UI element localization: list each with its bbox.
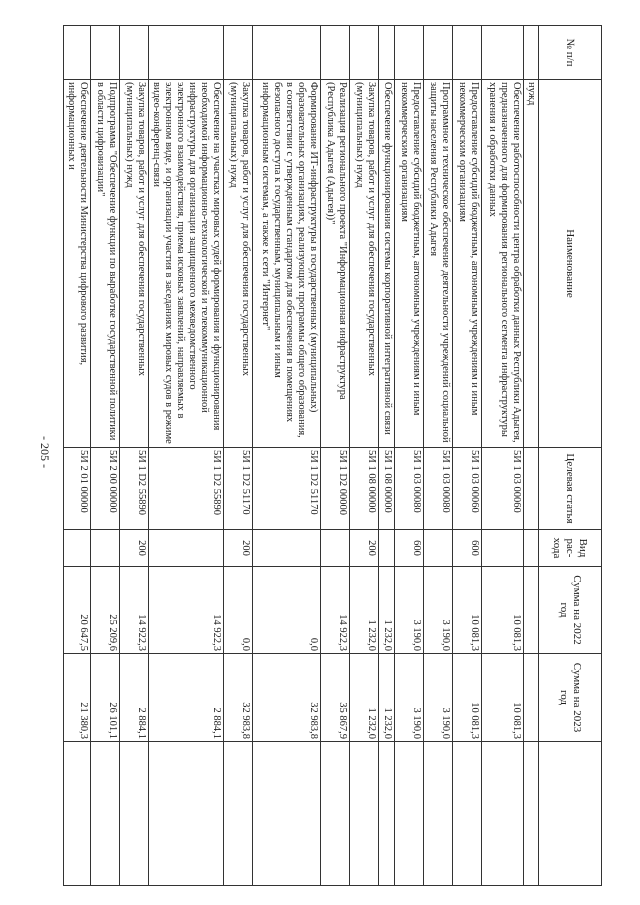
table-row bbox=[524, 26, 539, 886]
cell-empty bbox=[379, 742, 395, 886]
cell-article: 5И 2 01 00000 bbox=[64, 448, 91, 530]
budget-table bbox=[63, 25, 602, 886]
cell-num bbox=[91, 26, 120, 80]
cell-sum-2022: 0,0 bbox=[224, 567, 253, 654]
cell-type bbox=[321, 530, 350, 567]
page-number: - 205 - bbox=[38, 436, 52, 468]
cell-article: 5И 1 03 00080 bbox=[395, 448, 424, 530]
cell-name: Предоставление субсидий бюджетным, автономным учреждениям и иным некоммерческим организациям bbox=[453, 80, 482, 448]
cell-num bbox=[253, 26, 321, 80]
cell-name: Закупка товаров, работ и услуг для обеспечения государственных (муниципальных) нужд bbox=[224, 80, 253, 448]
cell-empty bbox=[453, 742, 482, 886]
cell-sum-2022: 14 922,3 bbox=[149, 567, 224, 654]
table-row bbox=[395, 26, 424, 886]
cell-article: 5И 1 03 00060 bbox=[453, 448, 482, 530]
cell-sum-2023: 10 081,3 bbox=[453, 654, 482, 742]
cell-sum-2022: 25 209,6 bbox=[91, 567, 120, 654]
cell-sum-2023: 21 380,3 bbox=[64, 654, 91, 742]
cell-num bbox=[524, 26, 539, 80]
cell-num bbox=[482, 26, 524, 80]
cell-sum-2023 bbox=[524, 654, 539, 742]
table-row bbox=[482, 26, 524, 886]
cell-sum-2023: 1 232,0 bbox=[379, 654, 395, 742]
table-row bbox=[424, 26, 453, 886]
cell-name: Предоставление субсидий бюджетным, автономным учреждениям и иным некоммерческим организациям bbox=[395, 80, 424, 448]
header-num: № п/п bbox=[539, 26, 602, 80]
cell-num bbox=[149, 26, 224, 80]
cell-type: 200 bbox=[350, 530, 379, 567]
cell-article: 5И 1 D2 51170 bbox=[253, 448, 321, 530]
rotated-table-wrapper bbox=[66, 25, 602, 885]
cell-empty bbox=[224, 742, 253, 886]
cell-type bbox=[424, 530, 453, 567]
header-type: Вид рас-хода bbox=[539, 530, 602, 567]
cell-sum-2022: 1 232,0 bbox=[379, 567, 395, 654]
cell-name: Обеспечение на участках мировых судей формирования и функционирования необходимой информационно-технологической и телекоммуникационной инфраструктуры для организации защищенного межведомственного электронного взаимодействия, приема исковых заявлений, направляемых в электронном виде, и организации участия в заседаниях мировых судов в режиме видео-конференц-связи bbox=[149, 80, 224, 448]
table-sheet bbox=[66, 25, 602, 885]
cell-type: 200 bbox=[224, 530, 253, 567]
cell-name: Обеспечение функционирования системы корпоративной интегративной связи bbox=[379, 80, 395, 448]
cell-empty bbox=[149, 742, 224, 886]
cell-article: 5И 1 08 00000 bbox=[350, 448, 379, 530]
cell-name: Подпрограмма "Обеспечение функции по выработке государственной политики в области цифровизации" bbox=[91, 80, 120, 448]
cell-num bbox=[424, 26, 453, 80]
cell-empty bbox=[395, 742, 424, 886]
cell-type bbox=[64, 530, 91, 567]
cell-num bbox=[120, 26, 149, 80]
cell-article: 5И 1 D2 51170 bbox=[224, 448, 253, 530]
table-row bbox=[253, 26, 321, 886]
cell-sum-2022 bbox=[524, 567, 539, 654]
cell-sum-2022: 3 190,0 bbox=[395, 567, 424, 654]
cell-article: 5И 1 03 00080 bbox=[424, 448, 453, 530]
cell-sum-2022: 10 081,3 bbox=[482, 567, 524, 654]
cell-sum-2023: 10 081,3 bbox=[482, 654, 524, 742]
cell-sum-2023: 2 884,1 bbox=[149, 654, 224, 742]
table-row bbox=[321, 26, 350, 886]
table-row bbox=[64, 26, 91, 886]
cell-empty bbox=[524, 742, 539, 886]
header-sum-2023: Сумма на 2023 год bbox=[539, 654, 602, 742]
cell-type bbox=[253, 530, 321, 567]
cell-type: 200 bbox=[120, 530, 149, 567]
cell-type bbox=[91, 530, 120, 567]
cell-sum-2022: 14 922,3 bbox=[321, 567, 350, 654]
cell-name: Обеспечение деятельности Министерства цифрового развития, информационных и bbox=[64, 80, 91, 448]
cell-sum-2022: 3 190,0 bbox=[424, 567, 453, 654]
header-sum-2022: Сумма на 2022 год bbox=[539, 567, 602, 654]
cell-num bbox=[321, 26, 350, 80]
cell-empty bbox=[321, 742, 350, 886]
cell-sum-2022: 14 922,3 bbox=[120, 567, 149, 654]
cell-article: 5И 1 D2 55890 bbox=[149, 448, 224, 530]
cell-empty bbox=[64, 742, 91, 886]
cell-sum-2023: 3 190,0 bbox=[424, 654, 453, 742]
table-row bbox=[350, 26, 379, 886]
cell-name: Программное и техническое обеспечение деятельности учреждений социальной защиты населения Республики Адыгея bbox=[424, 80, 453, 448]
cell-num bbox=[64, 26, 91, 80]
cell-empty bbox=[424, 742, 453, 886]
cell-type: 600 bbox=[453, 530, 482, 567]
header-article: Целевая статья bbox=[539, 448, 602, 530]
cell-article bbox=[524, 448, 539, 530]
cell-num bbox=[395, 26, 424, 80]
table-row bbox=[224, 26, 253, 886]
cell-empty bbox=[350, 742, 379, 886]
cell-num bbox=[224, 26, 253, 80]
cell-sum-2023: 32 983,8 bbox=[253, 654, 321, 742]
cell-type bbox=[524, 530, 539, 567]
cell-sum-2023: 2 884,1 bbox=[120, 654, 149, 742]
cell-name: Закупка товаров, работ и услуг для обеспечения государственных (муниципальных) нужд bbox=[120, 80, 149, 448]
cell-type: 600 bbox=[395, 530, 424, 567]
cell-article: 5И 2 00 00000 bbox=[91, 448, 120, 530]
cell-name: Обеспечение работоспособности центра обработки данных Республики Адыгея, предназначенного для формирования регионального сегмента инфраструктуры хранения и обработки данных bbox=[482, 80, 524, 448]
cell-name: Реализация регионального проекта "Информационная инфраструктура (Республика Адыгея (Адыгея))" bbox=[321, 80, 350, 448]
table-row bbox=[120, 26, 149, 886]
cell-sum-2023: 3 190,0 bbox=[395, 654, 424, 742]
cell-type bbox=[482, 530, 524, 567]
table-row bbox=[149, 26, 224, 886]
table-row bbox=[379, 26, 395, 886]
cell-type bbox=[379, 530, 395, 567]
cell-article: 5И 1 D2 00000 bbox=[321, 448, 350, 530]
cell-empty bbox=[120, 742, 149, 886]
cell-sum-2023: 32 983,8 bbox=[224, 654, 253, 742]
cell-empty bbox=[253, 742, 321, 886]
cell-empty bbox=[482, 742, 524, 886]
cell-num bbox=[453, 26, 482, 80]
table-row bbox=[91, 26, 120, 886]
cell-sum-2023: 1 232,0 bbox=[350, 654, 379, 742]
cell-name: нужд bbox=[524, 80, 539, 448]
cell-sum-2022: 20 647,5 bbox=[64, 567, 91, 654]
cell-sum-2023: 26 101,1 bbox=[91, 654, 120, 742]
cell-type bbox=[149, 530, 224, 567]
cell-sum-2022: 1 232,0 bbox=[350, 567, 379, 654]
cell-sum-2023: 35 867,9 bbox=[321, 654, 350, 742]
cell-name: Закупка товаров, работ и услуг для обеспечения государственных (муниципальных) нужд bbox=[350, 80, 379, 448]
cell-sum-2022: 10 081,3 bbox=[453, 567, 482, 654]
cell-article: 5И 1 08 00000 bbox=[379, 448, 395, 530]
cell-article: 5И 1 03 00060 bbox=[482, 448, 524, 530]
table-header-row bbox=[539, 26, 602, 886]
cell-name: Формирование ИТ-инфраструктуры в государственных (муниципальных) образовательных организациях, реализующих программы общего образования, в соответствии с утвержденным стандартом для обеспечения в помещениях безопасного доступа к государственным, муниципальным и иным информационным системам, а также к сети "Интернет" bbox=[253, 80, 321, 448]
cell-article: 5И 1 D2 55890 bbox=[120, 448, 149, 530]
table-row bbox=[453, 26, 482, 886]
header-name: Наименование bbox=[539, 80, 602, 448]
cell-num bbox=[379, 26, 395, 80]
cell-empty bbox=[91, 742, 120, 886]
header-empty bbox=[539, 742, 602, 886]
cell-num bbox=[350, 26, 379, 80]
cell-sum-2022: 0,0 bbox=[253, 567, 321, 654]
